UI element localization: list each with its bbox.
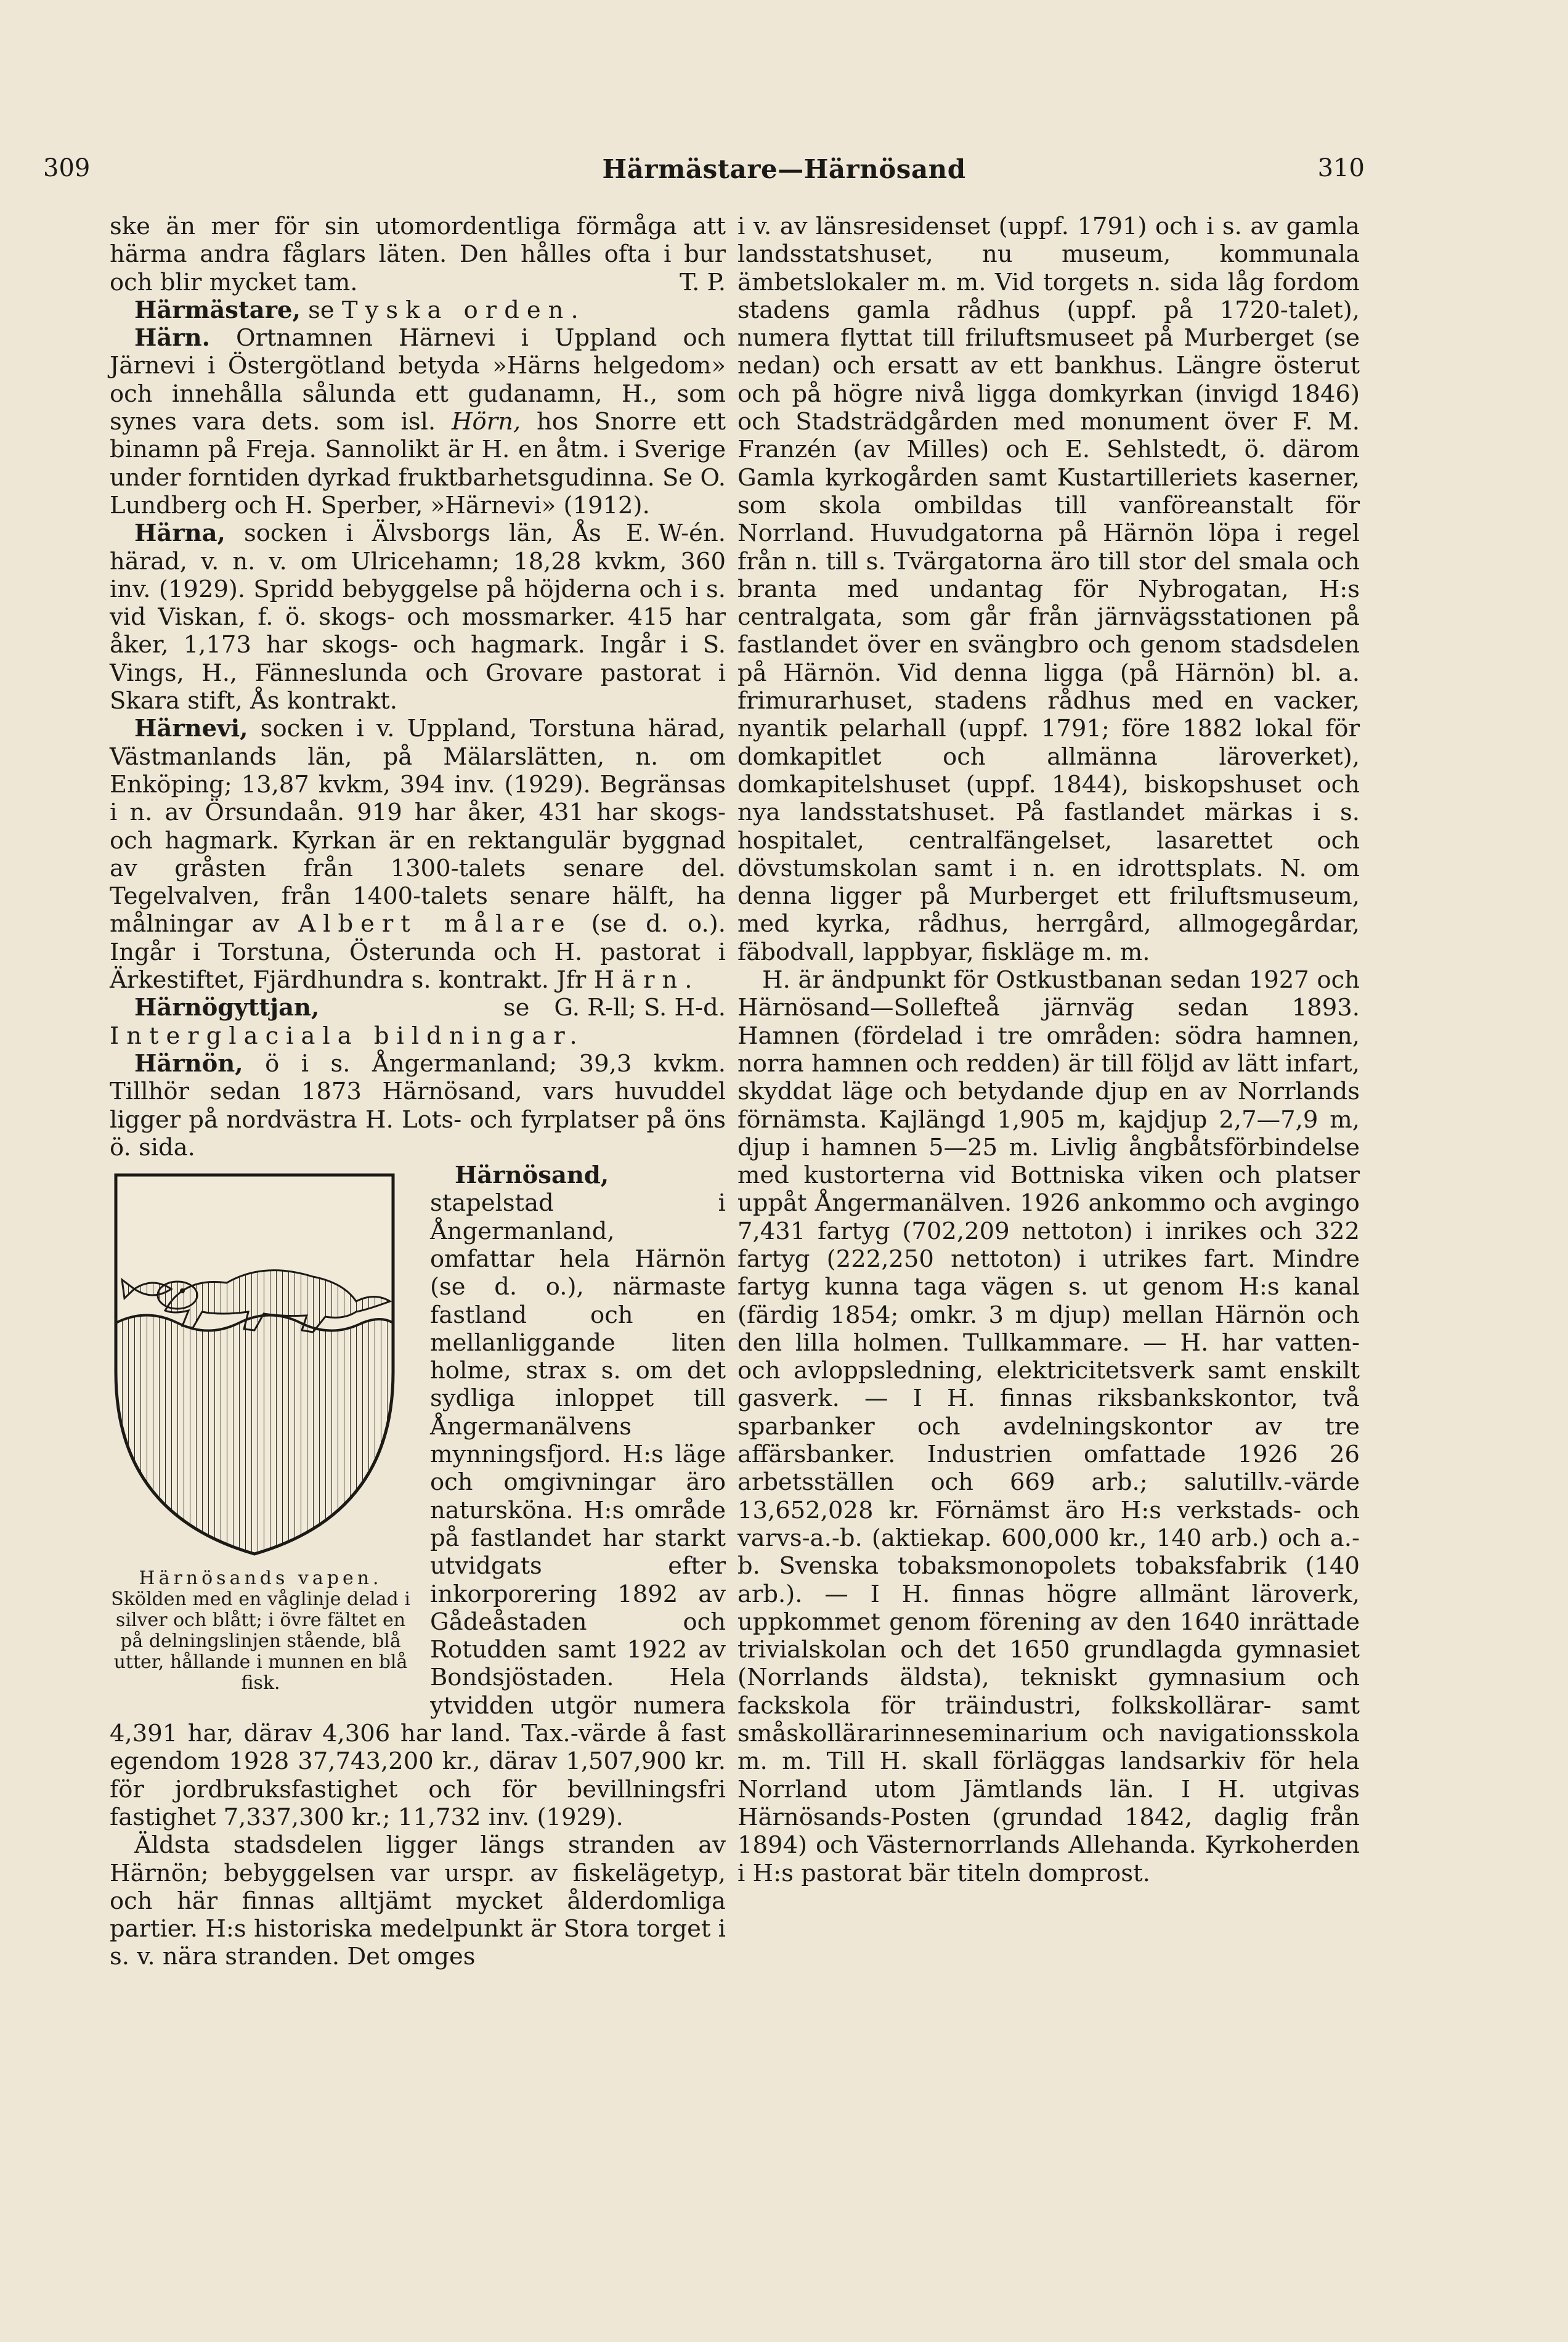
coat-of-arms-figure xyxy=(110,1169,412,1694)
author-signature: T. P. xyxy=(680,268,726,296)
caption-text: Skölden med en våglinje delad i silver och blått; i övre fältet en på delningslinjen stående, blå utter, hållande i munnen en blå fisk. xyxy=(111,1588,410,1694)
paragraph-text: ske än mer för sin utomordentliga förmåga att härma andra fåglars läten. Den hålles ofta i bur och blir mycket tam. xyxy=(110,213,726,296)
right-column xyxy=(737,213,1360,1887)
entry-text: hos Snorre ett binamn på Freja. Sannolikt är H. en åtm. i Sverige under forntiden dyrkad fruktbarhetsgudinna. Se O. Lundberg och H. Sperber, »Härnevi» (1912). xyxy=(110,408,726,519)
paragraph: Äldsta stadsdelen ligger längs stranden av Härnön; bebyggelsen var urspr. av fiskelägetyp, och här finnas alltjämt mycket ålderdomliga partier. H:s historiska medelpunkt är Stora torget i s. v. nära stranden. Det omges xyxy=(110,1831,726,1971)
entry-text: Ortnamnen Härnevi i Uppland och Järnevi i Östergötland betyda »Härns helgedom» och innehålla sålunda ett gudanamn, H., som synes vara dets. som isl. xyxy=(110,324,726,436)
entry-harnon xyxy=(110,1050,726,1161)
entry-headword: Härn. xyxy=(134,324,211,352)
cross-reference: Interglaciala bildningar. xyxy=(110,1022,585,1050)
entry-harna xyxy=(110,519,726,715)
author-signature: E. W-én. xyxy=(625,519,726,548)
entry-text: socken i Älvsborgs län, Ås härad, v. n. v. om Ulricehamn; 18,28 kvkm, 360 inv. (1929). Spridd bebyggelse på höjderna och i s. vid Viskan, f. ö. skogs- och mossmarker. 415 har åker, 1,173 har skogs- och hagmark. Ingår i S. Vings, H., Fänneslunda och Grovare pastorat i Skara stift, Ås kontrakt. xyxy=(110,519,726,715)
entry-headword: Härnevi, xyxy=(134,715,248,743)
page-number-right: 310 xyxy=(1317,154,1365,182)
paragraph: i v. av länsresidenset (uppf. 1791) och i s. av gamla landsstatshuset, nu museum, kommunala ämbetslokaler m. m. Vid torgets n. sida låg fordom stadens gamla rådhus (uppf. på 1720-talet), numera flyttat till friluftsmuseet på Murberget (se nedan) och ersatt av ett bankhus. Längre österut och på högre nivå ligga domkyrkan (invigd 1846) och Stadsträdgården med monument över F. M. Franzén (av Milles) och E. Sehlstedt, ö. därom Gamla kyrkogården samt Kustartilleriets kaserner, som skola ombildas till vanföreanstalt för Norrland. Huvudgatorna på Härnön löpa i regel från n. till s. Tvärgatorna äro till stor del smala och branta med undantag för Nybrogatan, H:s centralgata, som går från järnvägsstationen på fastlandet över en svängbro och genom stadsdelen på Härnön. Vid denna ligga (på Härnön) bl. a. frimurarhuset, stadens rådhus med en vacker, nyantik pelarhall (uppf. 1791; före 1882 lokal för domkapitlet och allmänna läroverket), domkapitelshuset (uppf. 1844), biskopshuset och nya landsstatshuset. På fastlandet märkas i s. hospitalet, centralfängelset, lasarettet och dövstumskolan samt i n. en idrottsplats. N. om denna ligger på Murberget ett friluftsmuseum, med kyrka, rådhus, herrgård, allmogegårdar, fäbodvall, lappbyar, fiskläge m. m. xyxy=(737,213,1360,966)
cross-reference: Härn. xyxy=(593,966,700,994)
entry-headword: Härmästare, xyxy=(134,296,301,324)
cross-reference: Tyska orden. xyxy=(341,296,586,324)
entry-headword: Härnögyttjan, xyxy=(134,994,320,1022)
entry-text: socken i v. Uppland, Torstuna härad, Västmanlands län, på Mälarslätten, n. om Enköping; 13,87 kvkm, 394 inv. (1929). Begränsas i n. av Örsundaån. 919 har åker, 431 har skogs- och hagmark. Kyrkan är en rektangulär byggnad av gråsten från 1300-talets senare del. Tegelvalven, från 1400-talets senare hälft, ha målningar av xyxy=(110,715,726,938)
running-head: Härmästare—Härnösand xyxy=(602,154,966,184)
figure-caption xyxy=(110,1568,412,1694)
page-number-left: 309 xyxy=(43,154,91,182)
paragraph: H. är ändpunkt för Ostkustbanan sedan 1927 och Härnösand—Sollefteå järnväg sedan 1893. Hamnen (fördelad i tre områden: södra hamnen, norra hamnen och redden) är till följd av lätt infart, skyddat läge och betydande djup en av Norrlands förnämsta. Kajlängd 1,905 m, kajdjup 2,7—7,9 m, djup i hamnen 5—25 m. Livlig ångbåtsförbindelse med kustorterna vid Bottniska viken och platser uppåt Ångermanälven. 1926 ankommo och avgingo 7,431 fartyg (702,209 nettoton) i inrikes och 322 fartyg (222,250 nettoton) i utrikes fart. Mindre fartyg kunna taga vägen s. ut genom H:s kanal (färdig 1854; omkr. 3 m djup) mellan Härnön och den lilla holmen. Tullkammare. — H. har vatten- och avloppsledning, elektricitetsverk samt enskilt gasverk. — I H. finnas riksbankskontor, två sparbanker och avdelningskontor av tre affärsbanker. Industrien omfattade 1926 26 arbetsställen och 669 arb.; salutillv.-värde 13,652,028 kr. Förnämst äro H:s verkstads- och varvs-a.-b. (aktiekap. 600,000 kr., 140 arb.) och a.-b. Svenska tobaksmonopolets tobaksfabrik (140 arb.). — I H. finnas högre allmänt läroverk, uppkommet genom förening av den 1640 inrättade trivialskolan och det 1650 grundlagda gymnasiet (Norrlands äldsta), tekniskt gymnasium och fackskola för träindustri, folkskollärar- samt småskollärarinneseminarium och navigationsskola m. m. Till H. skall förläggas landsarkiv för hela Norrland utom Jämtlands län. I H. utgivas Härnösands-Posten (grundad 1842, daglig från 1894) och Västernorrlands Allehanda. Kyrkoherden i H:s pastorat bär titeln domprost. xyxy=(737,966,1360,1887)
author-signature: G. R-ll; S. H-d. xyxy=(554,994,726,1022)
coat-of-arms-shield-icon xyxy=(110,1169,399,1563)
page-header xyxy=(0,154,1568,191)
entry-text: ö i s. Ångermanland; 39,3 kvkm. Tillhör sedan 1873 Härnösand, vars huvuddel ligger på nordvästra H. Lots- och fyrplatser på öns ö. sida. xyxy=(110,1049,726,1161)
spaced-name: Albert målare xyxy=(298,910,572,938)
caption-title: Härnösands vapen. xyxy=(139,1567,383,1590)
entry-headword: Härnön, xyxy=(134,1049,243,1078)
paragraph xyxy=(110,213,726,296)
entry-text: stapelstad i Ångermanland, omfattar hela Härnön (se d. o.), närmaste fastland och en mellanliggande liten holme, strax s. om det sydliga inloppet till Ångermanälvens mynningsfjord. H:s läge och omgivningar äro natursköna. H:s område på fastlandet har starkt utvidgats efter inkorporering 1892 av Gådeåstaden och Rotudden samt 1922 av Bondsjöstaden. Hela ytvidden utgör numera 4,391 har, därav 4,306 har land. Tax.-värde å fast egendom 1928 37,743,200 kr., därav 1,507,900 kr. för jordbruksfastighet och för bevillningsfri fastighet 7,337,300 kr.; 11,732 inv. (1929). xyxy=(110,1189,726,1831)
entry-headword: Härna, xyxy=(134,519,225,548)
entry-text: (se d. o.). Ingår i Torstuna, Österunda och H. pastorat i Ärkestiftet, Fjärdhundra s. kontrakt. Jfr xyxy=(110,910,726,994)
entry-text: se xyxy=(319,994,530,1022)
italic-term: Hörn, xyxy=(451,408,521,436)
entry-text: se xyxy=(300,296,342,324)
entry-harmastare xyxy=(110,296,726,324)
left-column xyxy=(110,213,726,1971)
entry-headword: Härnösand, xyxy=(455,1161,609,1190)
